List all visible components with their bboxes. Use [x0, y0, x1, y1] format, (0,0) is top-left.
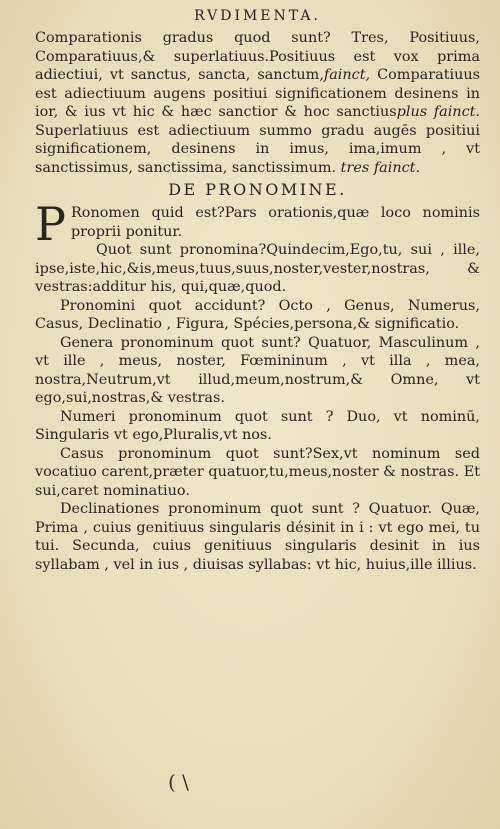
drop-cap: P: [35, 197, 66, 251]
running-head: RVDIMENTA.: [194, 8, 321, 24]
paragraph-casus: Casus pronominum quot sunt?Sex,vt nominum sed vocatiuo carent,præter quatuor,tu,meus,noster & nostras. Et sui,caret nominatiuo.: [35, 445, 480, 499]
gloss-tres-fainct: tres fainct.: [336, 159, 421, 176]
paragraph-declinationes: Declinationes pronominum quot sunt ? Quatuor. Quæ, Prima , cuius genitiuus singularis désinit in i : vt ego mei, tu tui. Secunda, cuius genitiuus singularis desinit in ius syllabam , vel in ius , diuisas syllabas: vt hic, huius,ille illius.: [35, 501, 480, 573]
page-content: [35, 6, 480, 574]
comparison-text-2: Comparatiuus est adiectiuum augens positiui significationem desinens in ior, & ius vt hic & hæc sanctior & hoc sanctius: [35, 67, 481, 120]
comparison-paragraph: [35, 29, 480, 177]
paragraph-numeri: Numeri pronominum quot sunt ? Duo, vt nominū, Singularis vt ego,Pluralis,vt nos.: [35, 408, 480, 443]
paragraph-pronomina-list: Quot sunt pronomina?Quindecim,Ego,tu, sui , ille, ipse,iste,hic,&is,meus,tuus,suus,noster,vester,nostras, & vestras:additur his, qui,quæ,quod.: [35, 242, 480, 295]
comparison-text-1: Comparationis gradus quod sunt? Tres, Positiuus, Comparatiuus,& superlatiuus.Positiuus est vox prima adiectiui, vt sanctus, sancta, sanctum,: [35, 30, 480, 83]
section-heading: DE PRONOMINE.: [168, 180, 347, 199]
pronomen-text: Ronomen quid est?Pars orationis,quæ loco nominis proprii ponitur.: [70, 205, 480, 240]
paragraph-accidents: Pronomini quot accidunt? Octo , Genus, Numerus, Casus, Declinatio , Figura, Spécies,persona,& significatio.: [35, 297, 480, 332]
comparison-text-3: Superlatiuus est adiectiuum summo gradu augēs positiui significationem, desinens in imus, ima,imum , vt sanctissimus, sanctissima, sanctissimum.: [35, 122, 480, 176]
paragraph-genera: Genera pronominum quot sunt? Quatuor, Masculinum , vt ille , meus, noster, Fœmininum , vt illa , mea, nostra,Neutrum,vt illud,meum,nostrum,& Omne, vt ego,sui,nostras,& vestras.: [35, 334, 480, 406]
footer-marks: ( \: [168, 770, 189, 794]
gloss-plus-fainct: plus fainct.: [396, 104, 480, 120]
pronomen-definition: [35, 197, 480, 251]
gloss-fainct: fainct,: [323, 67, 371, 83]
